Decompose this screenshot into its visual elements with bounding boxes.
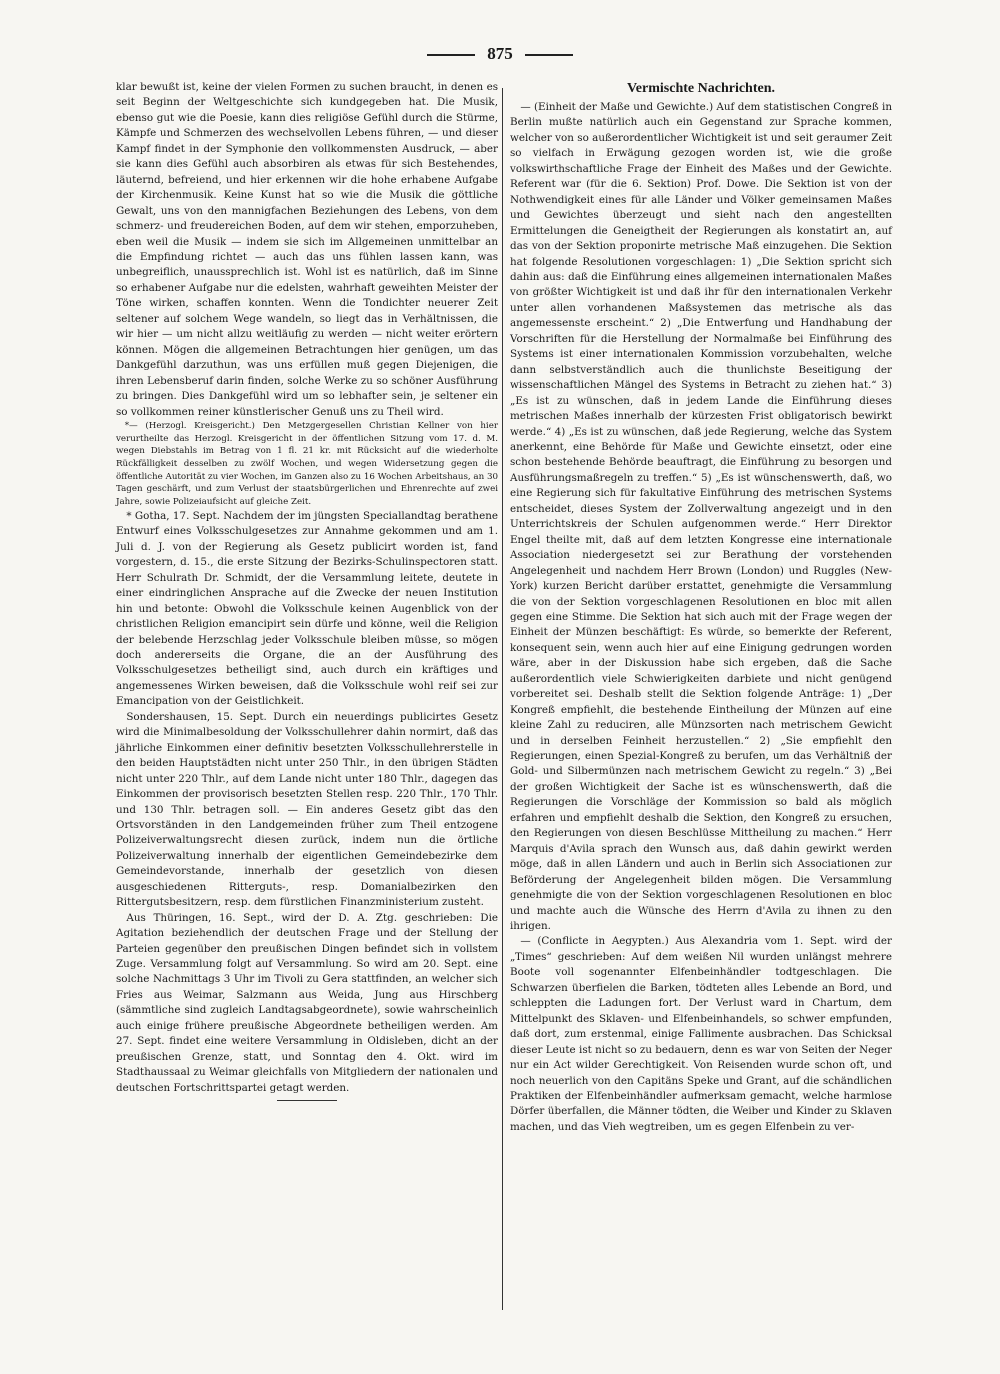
column-divider — [502, 88, 503, 1310]
einheit-article: — (Einheit der Maße und Gewichte.) Auf dem statistischen Congreß in Berlin mußte natürlich auch ein Gegenstand zur Sprache kommen, welcher von so außerordentlicher Wichtigkeit ist und seit geraumer Zeit so vielfach in Erwägung gezogen worden ist, wie die große volkswirthschaftliche Frage der Einheit des Maßes und der Gewichte. Referent war (für die 6. Sektion) Prof. Dowe. Die Sektion ist von der Nothwendigkeit eines für alle Länder und Völker gemeinsamen Maßes und Gewichtes überzeugt und sieht nach den angestellten Ermittelungen die Geneigtheit der Regierungen als konstatirt an, auf das von der Sektion proponirte metrische Maß einzugehen. Die Sektion hat folgende Resolutionen vorgeschlagen: 1) „Die Sektion spricht sich dahin aus: daß die Einführung eines allgemeinen internationalen Maßes von größter Wichtigkeit ist und daß ihr für den internationalen Verkehr unter allen vorhandenen Maßsystemen das metrische als das angemessenste erscheint.“ 2) „Die Entwerfung und Handhabung der Vorschriften für die Herstellung der Normalmaße bei Einführung des Systems ist einer internationalen Kommission vorzubehalten, welche dann selbstverständlich auch die thunlichste Beseitigung der wissenschaftlichen Mängel des Systems in Betracht zu ziehen hat.“ 3) „Es ist zu wünschen, daß in jedem Lande die Einführung dieses metrischen Maßes innerhalb der kürzesten Frist obligatorisch bewirkt werde.“ 4) „Es ist zu wünschen, daß jede Regierung, welche das System anerkennt, eine Behörde für Maße und Gewichte einsetzt, oder eine schon bestehende Behörde beauftragt, die Einführung zu besorgen und Ausführungsmaßregeln zu treffen.“ 5) „Es ist wünschenswerth, daß, wo eine Regierung sich für fakultative Einführung des metrischen Systems entscheidet, dieses System der Zollverwaltung angezeigt und in den Unterrichtskreis der Schulen aufgenommen werde.“ Herr Direktor Engel theilte mit, daß auf dem letzten Kongresse eine internationale Association niedergesetzt sei zur Berathung der vorstehenden Angelegenheit und nachdem Herr Brown (London) und Ruggles (New-York) kurzen Bericht darüber erstattet, genehmigte die Versammlung die von der Sektion vorgeschlagenen Resolutionen en bloc mit allen gegen eine Stimme. Die Sektion hat sich auch mit der Frage wegen der Einheit der Münzen beschäftigt: Es würde, so bemerkte der Referent, konsequent sein, wenn auch hier auf eine Einigung gedrungen worden wäre, aber in der Diskussion habe sich ergeben, daß die Sache außerordentlich viele Schwierigkeiten darbiete und nicht genügend vorbereitet sei. Deshalb stellt die Sektion folgende Anträge: 1) „Der Kongreß empfiehlt, die bestehende Eintheilung der Münzen auf eine kleine Zahl zu reduciren, alle Münzsorten nach metrischem Gewicht und in derselben Feinheit herzustellen.“ 2) „Sie empfiehlt den Regierungen, einen Spezial-Kongreß zu berufen, um das Verhältniß der Gold- und Silbermünzen nach metrischem Gewicht zu regeln.“ 3) „Bei der großen Wichtigkeit der Sache ist es wünschenswerth, daß die Regierungen die Vorschläge der Kommission so bald als möglich erfahren und empfiehlt deshalb die Sektion, den Kongreß zu ersuchen, den Regierungen von diesen Beschlüsse Mittheilung zu machen.“ Herr Marquis d'Avila sprach den Wunsch aus, daß dahin gewirkt werden möge, daß in allen Ländern und auch in Berlin sich Associationen zur Beförderung der Angelegenheit bilden mögen. Die Versammlung genehmigte die von der Sektion vorgeschlagenen Resolutionen en bloc und machte auch die Wünsche des Herrn d'Avila zu ihnen zu den ihrigen. — [510, 101, 892, 933]
page-number: 875 — [0, 44, 1000, 64]
page-number-dash-left — [427, 54, 475, 56]
right-column — [510, 80, 892, 1135]
sondershausen-article: Sondershausen, 15. Sept. Durch ein neuerdings publicirtes Gesetz wird die Minimalbesoldung der Volksschullehrer dahin normirt, daß das jährliche Einkommen einer definitiv besetzten Volksschullehrerstelle in den beiden Hauptstädten nicht unter 250 Thlr., in den übrigen Städten nicht unter 220 Thlr., auf dem Lande nicht unter 180 Thlr., dagegen das Einkommen der provisorisch besetzten Stellen resp. 220 Thlr., 170 Thlr. und 130 Thlr. betragen soll. — Ein anderes Gesetz gibt das den Ortsvorständen in den Landgemeinden früher zum Theil entzogene Polizeiverwaltungsrecht diesen zurück, indem nun die örtliche Polizeiverwaltung innerhalb der eigentlichen Gemeindebezirke dem Gemeindevorstande, innerhalb der gesetzlich von diesen ausgeschiedenen Ritterguts-, resp. Domanialbezirken den Rittergutsbesitzern, resp. dem fürstlichen Finanzministerium zusteht. — [116, 710, 498, 909]
gotha-article: * Gotha, 17. Sept. Nachdem der im jüngsten Speciallandtag berathene Entwurf eines Volksschulgesetzes zur Annahme gekommen und am 1. Juli d. J. von der Regierung als Gesetz publicirt worden ist, fand vorgestern, d. 15., die erste Sitzung der Bezirks-Schulinspectoren statt. Herr Schulrath Dr. Schmidt, der die Versammlung leitete, deutete in einer eindringlichen Ansprache auf die Zwecke der neuen Institution hin und betonte: Obwohl die Volksschule keinen Augenblick von der christlichen Religion emancipirt sein dürfe und könne, weil die Religion der belebende Herzschlag jeder Volksschule bleiben müsse, so mögen doch andererseits die Organe, die an der Ausführung des Volksschulgesetzes betheiligt sind, auch durch ein kräftiges und angemessenes Wirken beweisen, daß die Volksschule wohl reif sei zur Emancipation von der Geistlichkeit. — [116, 509, 498, 708]
left-column — [116, 80, 498, 1104]
thueringen-article: Aus Thüringen, 16. Sept., wird der D. A. Ztg. geschrieben: Die Agitation beziehendlich der deutschen Frage und der Stellung der Parteien gegenüber den preußischen Dingen befindet sich in vollstem Zuge. Versammlung folgt auf Versammlung. So wird am 20. Sept. eine solche Nachmittags 3 Uhr im Tivoli zu Gera stattfinden, an welcher sich Fries aus Weimar, Salzmann aus Weida, Jung aus Hirschberg (sämmtliche sind zugleich Landtagsabgeordnete), sowie wahrscheinlich auch einige frühere preußische Abgeordnete betheiligen werden. Am 27. Sept. findet eine weitere Versammlung in Oldisleben, dicht an der preußischen Grenze, statt, und Sonntag den 4. Okt. wird im Stadthaussaal zu Weimar gleichfalls von Mitgliedern der nationalen und deutschen Fortschrittspartei getagt werden. — [116, 911, 498, 1094]
page-number-dash-right — [525, 54, 573, 56]
article-separator — [277, 1100, 337, 1101]
music-article-continuation: klar bewußt ist, keine der vielen Formen zu suchen braucht, in denen es seit Beginn der Weltgeschichte sich kundgegeben hat. Die Musik, ebenso gut wie die Poesie, kann dies religiöse Gefühl durch die Stürme, Kämpfe und Schmerzen des wechselvollen Lebens führen, — und dieser Kampf findet in der Symphonie den vollkommensten Ausdruck, — aber sie kann dies Gefühl auch absorbiren als etwas für sich Bestehendes, läuternd, befreiend, und hier erkennen wir die hohe erhabene Aufgabe der Kirchenmusik. Keine Kunst hat so wie die Musik die göttliche Gewalt, uns von den mannigfachen Beziehungen des Lebens, von dem schmerz- und freudereichen Boden, auf dem wir stehen, emporzuheben, eben weil die Musik — indem sie sich im Allgemeinen unmittelbar an die Empfindung richtet — auch das uns fühlen lassen kann, was unbegreiflich, unaussprechlich ist. Wohl ist es natürlich, daß im Sinne so erhabener Aufgabe nur die edelsten, wahrhaft geweihten Meister der Töne wirken, schaffen konnten. Wenn die Tondichter neuerer Zeit seltener auf solchem Wege wandeln, so liegt das in Verhältnissen, die wir hier — um nicht allzu weitläufig zu werden — nicht weiter erörtern können. Mögen die allgemeinen Betrachtungen hier genügen, um das Dankgefühl darzuthun, was uns erfüllen muß gegen Diejenigen, die ihren Lebensberuf darin finden, solche Werke zu so schöner Ausführung zu bringen. Dies Dankgefühl wird um so lebhafter sein, je seltener ein so vollkommen reiner künstlerischer Genuß uns zu Theil wird. — [116, 81, 498, 418]
aegypten-article: — (Conflicte in Aegypten.) Aus Alexandria vom 1. Sept. wird der „Times“ geschrieben: Auf dem weißen Nil wurden unlängst mehrere Boote voll sogenannter Elfenbeinhändler todtgeschlagen. Die Schwarzen überfielen die Barken, tödteten alles Lebende an Bord, und schleppten die Ladungen fort. Der Verlust ward in Chartum, dem Mittelpunkt des Sklaven- und Elfenbeinhandels, so schwer empfunden, daß dort, zum erstenmal, einige Fallimente ausbrachen. Das Schicksal dieser Leute ist nicht so zu bedauern, denn es war von Seiten der Neger nur ein Act wilder Gerechtigkeit. Von Reisenden wurde schon oft, und noch neuerlich von den Capitäns Speke und Grant, auf die schändlichen Praktiken der Elfenbeinhändler aufmerksam gemacht, welche harmlose Dörfer überfallen, die Männer tödten, die Weiber und Kinder zu Sklaven machen, und das Vieh wegtreiben, um es gegen Elfenbein zu ver- — [510, 935, 892, 1133]
section-heading: Vermischte Nachrichten. — [626, 81, 775, 96]
court-notice: *— (Herzogl. Kreisgericht.) Den Metzgergesellen Christian Kellner von hier verurtheilte das Herzogl. Kreisgericht in der öffentlichen Sitzung vom 17. d. M. wegen Diebstahls im Betrag von 1 fl. 21 kr. mit Rücksicht auf die wiederholte Rückfälligkeit desselben zu zwölf Wochen, und wegen Widersetzung gegen die öffentliche Autorität zu vier Wochen, im Ganzen also zu 16 Wochen Arbeitshaus, an 30 Tagen geschärft, und zum Verlust der staatsbürgerlichen und Ehrenrechte auf zwei Jahre, sowie Polizeiaufsicht auf gleiche Zeit. — [116, 420, 499, 508]
